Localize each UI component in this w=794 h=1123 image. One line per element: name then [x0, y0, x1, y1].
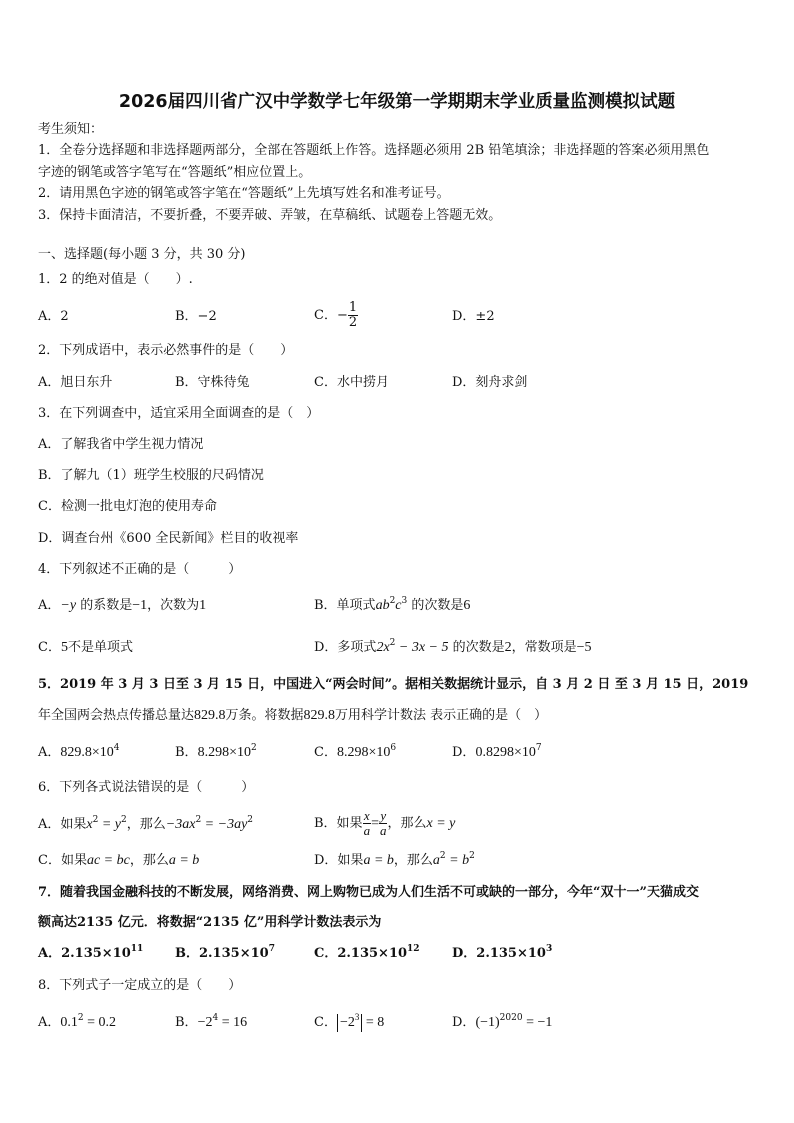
- page-title: 2026届四川省广汉中学数学七年级第一学期期末学业质量监测模拟试题: [118, 92, 676, 112]
- q4-d-expr-b: − 3x − 5: [395, 640, 449, 655]
- q6-option-c: [38, 853, 199, 869]
- q7-d-base: D．2.135×10: [452, 946, 546, 961]
- q4-d-expr-a: 2x: [376, 640, 390, 655]
- q8-abs-value: [337, 1014, 362, 1032]
- q6-b-label: B．如果: [314, 816, 363, 831]
- q6-b-res: x = y: [426, 816, 456, 831]
- q8-d-e: (−1): [475, 1015, 500, 1030]
- notice-heading: 考生须知：: [38, 122, 104, 137]
- fraction-numerator: 1: [348, 300, 358, 315]
- q3-option-c: C．检测一批电灯泡的使用寿命: [38, 499, 217, 514]
- q1-option-d: D．±2: [452, 309, 495, 324]
- q7-c-exp: 12: [407, 944, 420, 954]
- q6-b-text: ，那么: [387, 816, 427, 831]
- q6-a-e2: = y: [98, 817, 122, 832]
- q3-option-a: A．了解我省中学生视力情况: [38, 437, 204, 452]
- q5-line2-c: 万用科学计数法 表示正确的是（ ）: [335, 708, 548, 723]
- q1-option-c-sign: −: [336, 308, 348, 323]
- q4-b-label: B．单项式: [314, 598, 376, 613]
- q5-b-label: B．: [175, 745, 198, 760]
- q6-a-e3exp: 2: [195, 815, 202, 825]
- q6-c-label: C．如果: [38, 853, 87, 868]
- q5-option-a: [38, 745, 120, 761]
- q5-b-base: 8.298×10: [197, 745, 251, 760]
- q7-option-b: [175, 946, 275, 962]
- q5-d-base: 0.8298×10: [475, 745, 536, 760]
- q5-c-label: C．: [314, 745, 337, 760]
- q2-stem: 2．下列成语中，表示必然事件的是（ ）: [38, 343, 294, 358]
- q4-b-exp1: 2: [389, 596, 396, 606]
- q4-d-exp: 2: [389, 638, 396, 648]
- q7-c-base: C．2.135×10: [314, 946, 408, 961]
- fraction-denominator: a: [363, 823, 371, 838]
- q7-d-exp: 3: [545, 944, 553, 954]
- q3-option-b: B．了解九（1）班学生校服的尺码情况: [38, 468, 264, 483]
- q6-d-res2: = b: [445, 853, 470, 868]
- fraction-denominator: 2: [348, 315, 358, 330]
- q8-c-r: = 8: [362, 1015, 385, 1030]
- q1-stem: 1．2 的绝对值是（ ）.: [38, 272, 193, 287]
- q6-c-res: a = b: [168, 853, 200, 868]
- q5-option-b: [175, 745, 257, 761]
- q5-num2: 829.8: [303, 708, 336, 723]
- q2-option-d: D．刻舟求剑: [452, 375, 528, 390]
- q6-c-text: ，那么: [129, 853, 169, 868]
- q8-c-in: −2: [339, 1015, 355, 1030]
- q7-b-base: B．2.135×10: [175, 946, 269, 961]
- q8-c-label: C．: [314, 1015, 337, 1030]
- q4-d-val2: −5: [576, 640, 592, 655]
- q7-a-base: A．2.135×10: [38, 946, 131, 961]
- q5-a-label: A．: [38, 745, 61, 760]
- q8-b-r: = 16: [218, 1015, 248, 1030]
- q6-a-e3: −3ax: [165, 817, 196, 832]
- q4-a-text2: ，次数为: [147, 598, 200, 613]
- q2-option-b: B．守株待兔: [175, 375, 250, 390]
- q4-option-c: [38, 640, 133, 656]
- q8-a-r: = 0.2: [83, 1015, 117, 1030]
- q7-option-c: [314, 946, 420, 962]
- q7-option-a: [38, 946, 143, 962]
- q4-b-exp2: 3: [401, 596, 408, 606]
- q4-b-text: 的次数是: [407, 598, 464, 613]
- q8-b-e: −2: [197, 1015, 213, 1030]
- notice-item-1-line-1: 1．全卷分选择题和非选择题两部分，全部在答题纸上作答。选择题必须用 2B 铅笔填涂；非选择题的答案必须用黑色: [38, 143, 710, 158]
- fraction-numerator: x: [363, 808, 370, 823]
- q7-line-2: 额高达2135 亿元．将数据“2135 亿”用科学计数法表示为: [38, 915, 382, 930]
- q6-option-b: [314, 806, 455, 842]
- q8-b-label: B．: [175, 1015, 198, 1030]
- q8-option-d: [452, 1015, 552, 1031]
- q1-option-a: A．2: [38, 309, 69, 324]
- q5-d-exp: 7: [535, 743, 542, 753]
- q6-b-fraction-1: [363, 809, 372, 838]
- q8-c-exp: 3: [354, 1012, 360, 1022]
- notice-item-3: 3．保持卡面清洁，不要折叠，不要弄破、弄皱，在草稿纸、试题卷上答题无效。: [38, 208, 502, 223]
- q6-d-res1exp: 2: [439, 851, 446, 861]
- q5-line2-a: 年全国两会热点传播总量达: [38, 708, 195, 723]
- q4-d-val1: 2: [504, 640, 512, 655]
- q4-c-label: C．: [38, 640, 61, 655]
- q6-option-d: [314, 853, 475, 869]
- q6-a-e1exp: 2: [92, 815, 99, 825]
- q7-line-1: 7．随着我国金融科技的不断发展，网络消费、网上购物已成为人们生活不可或缺的一部分，今年“双十一”天猫成交: [38, 885, 700, 900]
- q6-a-text: ，那么: [126, 817, 166, 832]
- q8-d-r: = −1: [522, 1015, 553, 1030]
- q4-a-label: A．: [38, 598, 61, 613]
- q8-option-c: [314, 1013, 384, 1033]
- q8-b-exp: 4: [212, 1013, 219, 1023]
- q2-option-c: C．水中捞月: [314, 375, 389, 390]
- q6-a-e1: x: [86, 817, 93, 832]
- q6-a-e4: = −3ay: [201, 817, 248, 832]
- q5-b-exp: 2: [250, 743, 257, 753]
- q4-c-val: 5: [60, 640, 68, 655]
- q7-a-exp: 11: [130, 944, 144, 954]
- q3-stem: 3．在下列调查中，适宜采用全面调查的是（ ）: [38, 406, 320, 421]
- q5-c-base: 8.298×10: [336, 745, 391, 760]
- q6-stem: 6．下列各式说法错误的是（ ）: [38, 780, 255, 795]
- q1-option-c-label: C．: [314, 308, 337, 323]
- q5-a-base: 829.8×10: [60, 745, 114, 760]
- q6-d-res2exp: 2: [469, 851, 475, 861]
- q5-c-exp: 6: [390, 743, 397, 753]
- q6-d-e: a = b: [363, 853, 394, 868]
- q4-stem: 4．下列叙述不正确的是（ ）: [38, 562, 242, 577]
- q4-b-val: 6: [463, 598, 471, 613]
- q5-option-d: [452, 745, 542, 761]
- q8-a-e: 0.1: [60, 1015, 78, 1030]
- q4-d-text2: ，常数项是: [511, 640, 577, 655]
- fraction-numerator: y: [380, 808, 387, 823]
- q5-line-1: 5．2019 年 3 月 3 日至 3 月 15 日，中国进入“两会时间”。据相关数据统计显示，自 3 月 2 日 至 3 月 15 日，2019: [38, 677, 749, 692]
- q4-c-text: 不是单项式: [67, 640, 133, 655]
- q4-a-val1: −1: [132, 598, 148, 613]
- q6-d-label: D．如果: [314, 853, 364, 868]
- q4-a-text1: 的系数是: [76, 598, 133, 613]
- notice-item-1-line-2: 字迹的钢笔或答字笔写在“答题纸”相应位置上。: [38, 165, 312, 180]
- q6-b-eq: =: [371, 816, 379, 831]
- q6-d-text: ，那么: [393, 853, 433, 868]
- q6-option-a: [38, 817, 253, 833]
- q4-option-b: [314, 598, 470, 614]
- q8-option-b: [175, 1015, 247, 1031]
- q7-b-exp: 7: [268, 944, 275, 954]
- q2-option-a: A．旭日东升: [38, 375, 113, 390]
- q8-d-label: D．: [452, 1015, 476, 1030]
- q4-a-expr: −y: [60, 598, 77, 613]
- q4-b-expr: ab: [375, 598, 390, 613]
- q6-a-label: A．如果: [38, 817, 87, 832]
- q4-option-d: [314, 640, 592, 656]
- section-heading: 一、选择题(每小题 3 分，共 30 分): [38, 247, 246, 262]
- q4-a-val2: 1: [199, 598, 207, 613]
- q5-a-exp: 4: [113, 743, 120, 753]
- q5-option-c: [314, 745, 396, 761]
- notice-item-2: 2．请用黑色字迹的钢笔或答字笔在“答题纸”上先填写姓名和准考证号。: [38, 186, 450, 201]
- q6-c-e: ac = bc: [86, 853, 130, 868]
- fraction-denominator: a: [379, 823, 387, 838]
- q6-d-res1: a: [432, 853, 440, 868]
- q4-b-expr2: c: [395, 598, 402, 613]
- q5-d-label: D．: [452, 745, 476, 760]
- q1-option-b: B．−2: [175, 309, 217, 324]
- q7-option-d: [452, 946, 552, 962]
- q8-d-exp: 2020: [499, 1013, 523, 1023]
- q5-line2-b: 万条。将数据: [225, 708, 304, 723]
- q5-line-2: [38, 708, 547, 724]
- q4-d-label: D．多项式: [314, 640, 377, 655]
- q3-option-d: D．调查台州《600 全民新闻》栏目的收视率: [38, 531, 299, 546]
- q6-a-e2exp: 2: [121, 815, 127, 825]
- q5-num1: 829.8: [194, 708, 226, 723]
- q1-fraction: [348, 301, 358, 330]
- q8-stem: 8．下列式子一定成立的是（ ）: [38, 978, 242, 993]
- q8-a-exp: 2: [77, 1013, 84, 1023]
- q6-a-e4exp: 2: [247, 815, 254, 825]
- q8-option-a: [38, 1015, 116, 1031]
- q4-option-a: [38, 598, 206, 614]
- q8-a-label: A．: [38, 1015, 61, 1030]
- q4-d-text1: 的次数是: [448, 640, 505, 655]
- q1-option-c: [314, 298, 358, 334]
